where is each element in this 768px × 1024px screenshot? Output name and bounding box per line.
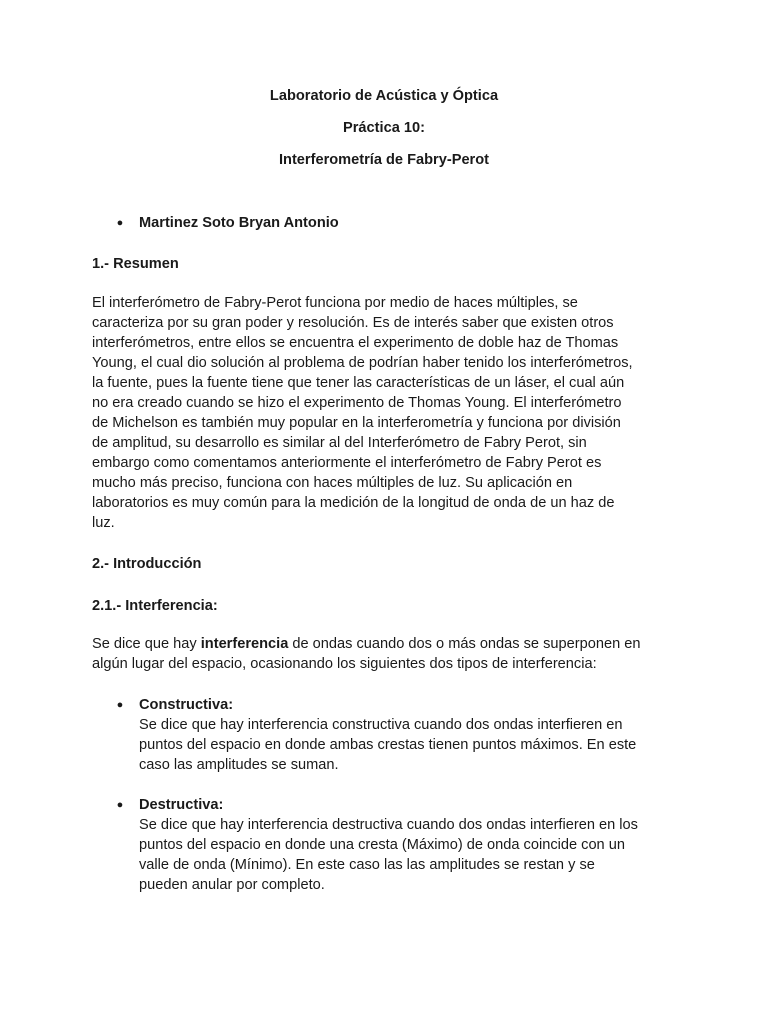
destructiva-item [139, 795, 684, 895]
section-heading-resumen: 1.- Resumen [92, 256, 179, 272]
constructiva-line: puntos del espacio en donde ambas crestas tienen puntos máximos. En este [139, 737, 637, 753]
resumen-line: interferómetros, entre ellos se encuentra el experimento de doble haz de Thomas [92, 335, 619, 351]
resumen-line: luz. [92, 515, 115, 531]
destructiva-line: puntos del espacio en donde una cresta (Máximo) de onda coincide con un [139, 837, 625, 853]
resumen-line: de amplitud, su desarrollo es similar al del Interferómetro de Fabry Perot, sin [92, 435, 587, 451]
document-title-practice: Práctica 10: [343, 120, 425, 136]
section-heading-introduccion: 2.- Introducción [92, 556, 202, 572]
destructiva-bullet: ● [116, 799, 124, 811]
author-name: Martinez Soto Bryan Antonio [139, 215, 339, 231]
destructiva-line: valle de onda (Mínimo). En este caso las las amplitudes se restan y se [139, 857, 595, 873]
constructiva-item [139, 695, 684, 775]
constructiva-line: Se dice que hay interferencia constructiva cuando dos ondas interfieren en [139, 717, 623, 733]
constructiva-bullet: ● [116, 699, 124, 711]
destructiva-title: Destructiva: [139, 797, 224, 813]
interferencia-text-before: Se dice que hay [92, 636, 201, 652]
interferencia-term: interferencia [200, 636, 289, 652]
document-title-topic: Interferometría de Fabry-Perot [278, 152, 490, 168]
resumen-line: laboratorios es muy común para la medición de la longitud de onda de un haz de [92, 495, 615, 511]
resumen-line: no era creado cuando se hizo el experimento de Thomas Young. El interferómetro [92, 395, 622, 411]
interferencia-line: algún lugar del espacio, ocasionando los siguientes dos tipos de interferencia: [92, 656, 597, 672]
constructiva-title: Constructiva: [139, 697, 234, 713]
resumen-line: mucho más preciso, funciona con haces múltiples de luz. Su aplicación en [92, 475, 573, 491]
resumen-line: Young, el cual dio solución al problema de podrían haber tenido los interferómetros, [92, 355, 633, 371]
resumen-line: de Michelson es también muy popular en la interferometría y funciona por división [92, 415, 621, 431]
resumen-paragraph [92, 293, 682, 533]
interferencia-paragraph [92, 634, 682, 674]
destructiva-line: pueden anular por completo. [139, 877, 325, 893]
resumen-line: caracteriza por su gran poder y resolución. Es de interés saber que existen otros [92, 315, 614, 331]
document-title-lab: Laboratorio de Acústica y Óptica [269, 88, 499, 104]
author-bullet: ● [116, 217, 124, 229]
interferencia-text-after: de ondas cuando dos o más ondas se superponen en [288, 636, 641, 652]
section-heading-interferencia: 2.1.- Interferencia: [92, 598, 218, 614]
constructiva-line: caso las amplitudes se suman. [139, 757, 339, 773]
resumen-line: la fuente, pues la fuente tiene que tener las características de un láser, el cual aún [92, 375, 625, 391]
destructiva-line: Se dice que hay interferencia destructiva cuando dos ondas interfieren en los [139, 817, 638, 833]
resumen-line: El interferómetro de Fabry-Perot funciona por medio de haces múltiples, se [92, 295, 578, 311]
interferencia-line [92, 634, 682, 654]
resumen-line: embargo como comentamos anteriormente el interferómetro de Fabry Perot es [92, 455, 602, 471]
